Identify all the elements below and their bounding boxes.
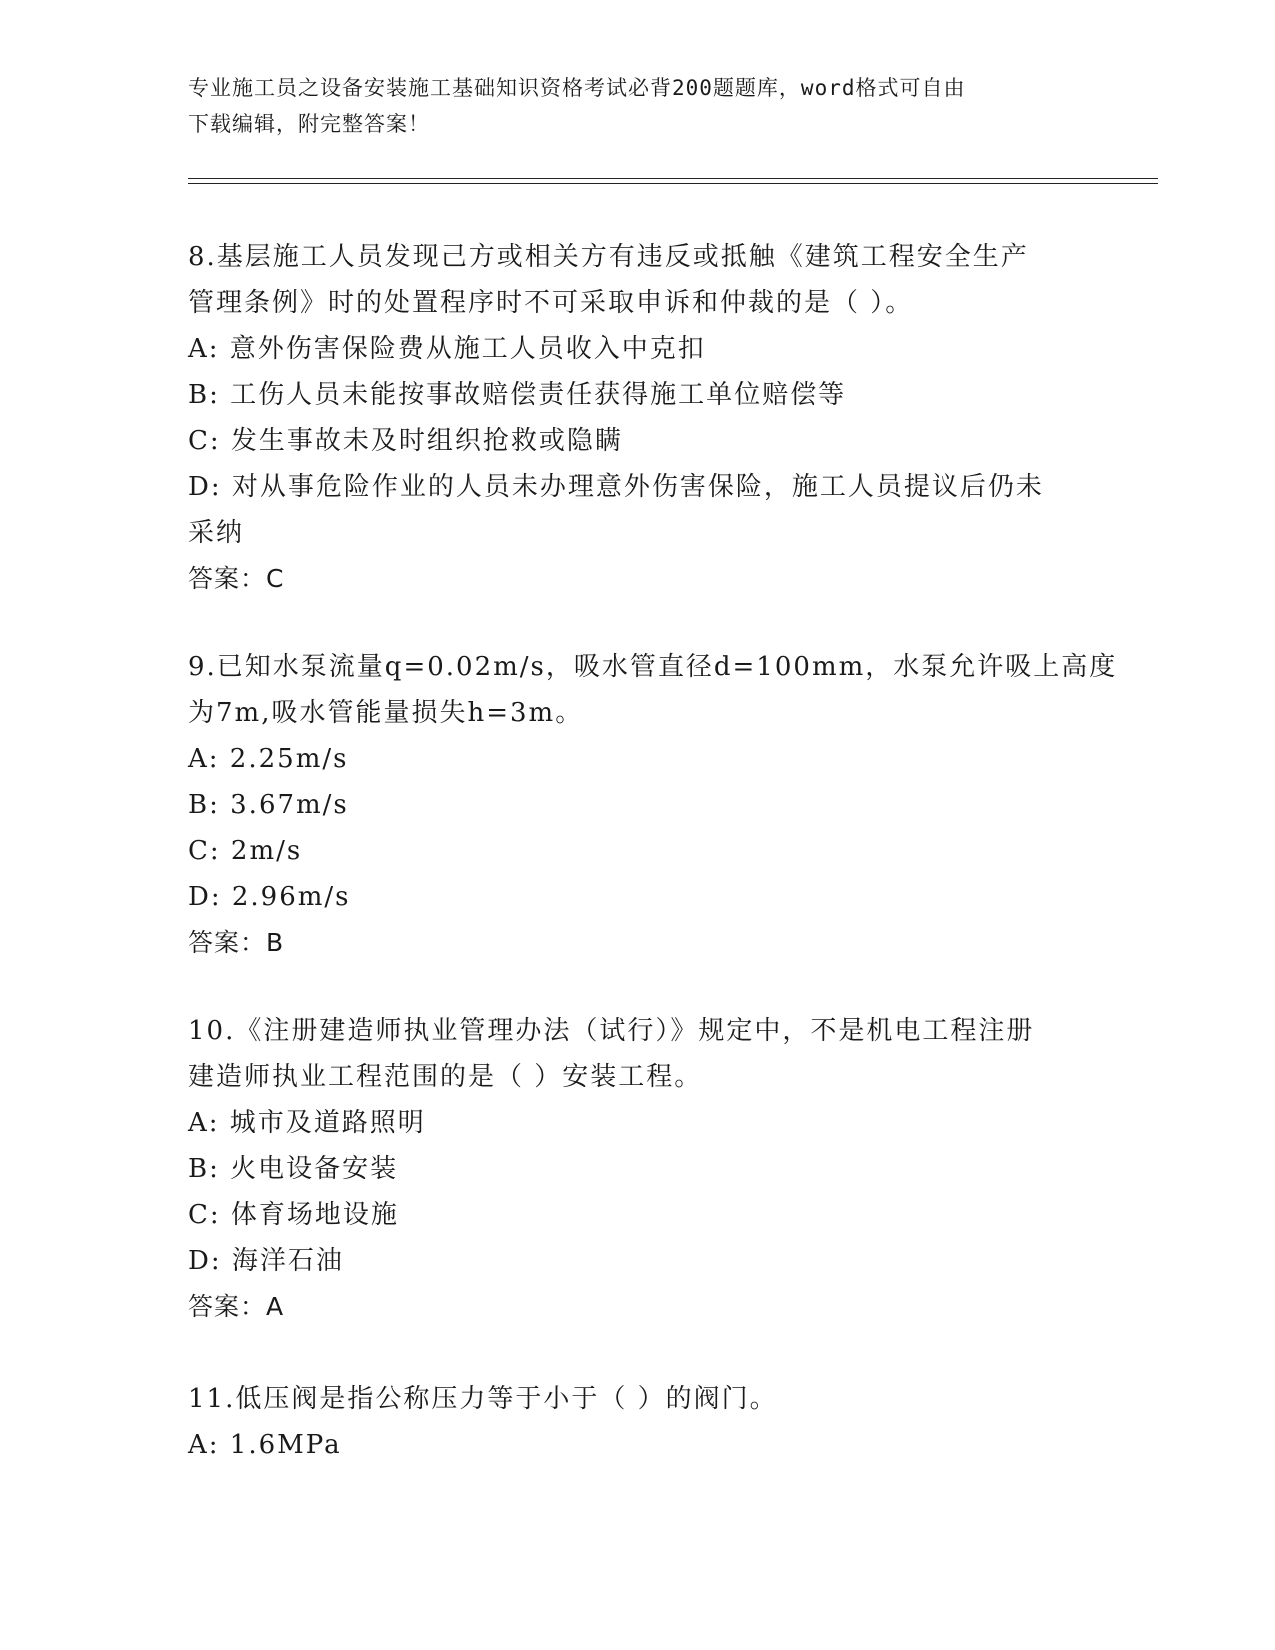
option-b: B: 工伤人员未能按事故赔偿责任获得施工单位赔偿等 (188, 380, 847, 410)
option-d-continued: 采纳 (188, 518, 245, 548)
answer-label: 答案：B (188, 928, 285, 957)
header-line-1: 专业施工员之设备安装施工基础知识资格考试必背200题题库，word格式可自由 (188, 76, 966, 100)
option-b: B: 3.67m/s (188, 790, 349, 820)
option-a: A: 1.6MPa (188, 1430, 342, 1460)
option-c: C: 发生事故未及时组织抢救或隐瞒 (188, 426, 623, 456)
option-d: D: 2.96m/s (188, 882, 351, 912)
option-c: C: 2m/s (188, 836, 303, 866)
option-a: A: 意外伤害保险费从施工人员收入中克扣 (188, 334, 706, 364)
option-d: D: 对从事危险作业的人员未办理意外伤害保险，施工人员提议后仍未 (188, 472, 1044, 502)
question-stem-line: 为7m,吸水管能量损失h=3m。 (188, 698, 584, 728)
question-stem-line: 管理条例》时的处置程序时不可采取申诉和仲裁的是（ ）。 (188, 288, 914, 318)
question-10 (188, 1008, 1088, 1330)
question-stem-line: 建造师执业工程范围的是（ ）安装工程。 (188, 1062, 703, 1092)
question-stem-line: 11.低压阀是指公称压力等于小于（ ）的阀门。 (188, 1384, 778, 1414)
header-divider-top (188, 178, 1158, 179)
question-stem-line: 9.已知水泵流量q=0.02m/s，吸水管直径d=100mm，水泵允许吸上高度 (188, 652, 1118, 682)
header-divider-bottom (188, 183, 1158, 184)
question-9 (188, 644, 1118, 966)
option-a: A: 城市及道路照明 (188, 1108, 426, 1138)
header-line-2: 下载编辑，附完整答案！ (188, 112, 430, 136)
question-11 (188, 1376, 1088, 1468)
option-a: A: 2.25m/s (188, 744, 349, 774)
answer-label: 答案：C (188, 564, 285, 593)
answer-label: 答案：A (188, 1292, 285, 1321)
option-d: D: 海洋石油 (188, 1246, 344, 1276)
question-stem-line: 8.基层施工人员发现己方或相关方有违反或抵触《建筑工程安全生产 (188, 242, 1029, 272)
option-b: B: 火电设备安装 (188, 1154, 399, 1184)
question-stem-line: 10.《注册建造师执业管理办法（试行）》规定中，不是机电工程注册 (188, 1016, 1035, 1046)
question-8 (188, 234, 1088, 602)
option-c: C: 体育场地设施 (188, 1200, 399, 1230)
document-header (188, 70, 1088, 142)
